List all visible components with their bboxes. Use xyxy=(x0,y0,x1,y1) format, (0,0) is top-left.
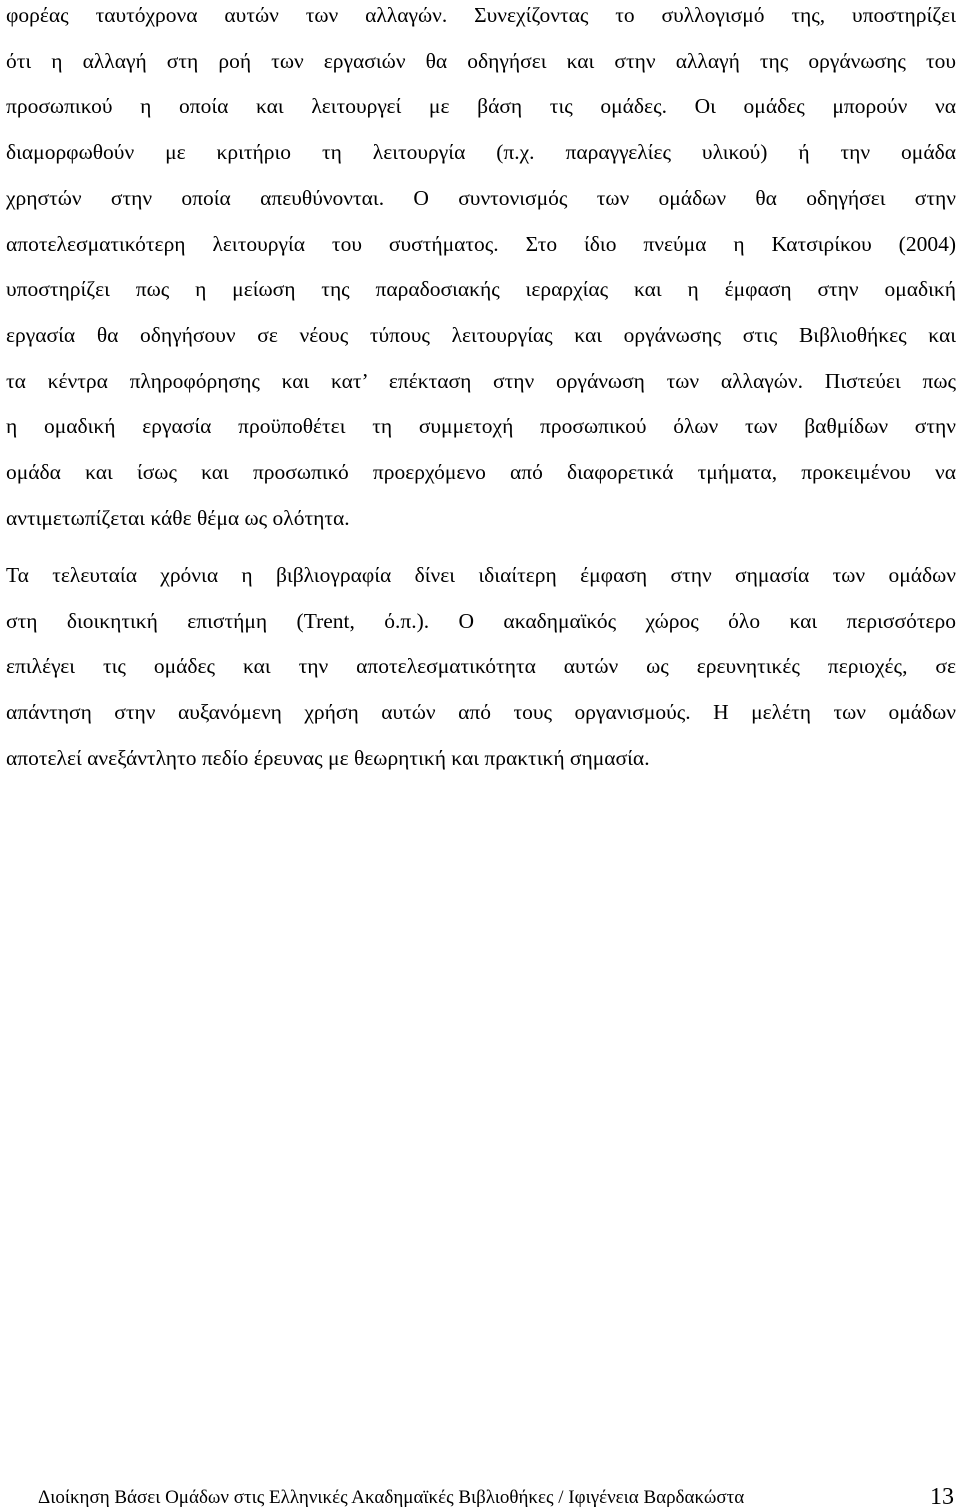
text-line: στη διοικητική επιστήμη (Trent, ό.π.). Ο ακαδημαϊκός χώρος όλο και περισσότερο xyxy=(6,608,956,633)
footer-title: Διοίκηση Βάσει Ομάδων στις Ελληνικές Ακαδημαϊκές Βιβλιοθήκες / Ιφιγένεια Βαρδακώστα xyxy=(38,1487,745,1508)
page-number: 13 xyxy=(930,1484,954,1510)
text-line: αποτελεί ανεξάντλητο πεδίο έρευνας με θεωρητική και πρακτική σημασία. xyxy=(6,745,650,770)
text-line: επιλέγει τις ομάδες και την αποτελεσματικότητα αυτών ως ερευνητικές περιοχές, σε xyxy=(6,654,956,679)
body-paragraph-2 xyxy=(6,553,956,782)
text-line: υποστηρίζει πως η μείωση της παραδοσιακής ιεραρχίας και η έμφαση στην ομαδική xyxy=(6,277,956,302)
text-line: η ομαδική εργασία προϋποθέτει τη συμμετοχή προσωπικού όλων των βαθμίδων στην xyxy=(6,414,956,439)
text-line: χρηστών στην οποία απευθύνονται. Ο συντονισμός των ομάδων θα οδηγήσει στην xyxy=(6,185,956,210)
text-line: διαμορφωθούν με κριτήριο τη λειτουργία (π.χ. παραγγελίες υλικού) ή την ομάδα xyxy=(6,140,956,165)
text-line: φορέας ταυτόχρονα αυτών των αλλαγών. Συνεχίζοντας το συλλογισμό της, υποστηρίζει xyxy=(6,3,956,27)
text-line: εργασία θα οδηγήσουν σε νέους τύπους λειτουργίας και οργάνωσης στις Βιβλιοθήκες και xyxy=(6,322,956,347)
text-line: ότι η αλλαγή στη ροή των εργασιών θα οδηγήσει και στην αλλαγή της οργάνωσης του xyxy=(6,48,956,73)
text-line: αποτελεσματικότερη λειτουργία του συστήματος. Στο ίδιο πνεύμα η Κατσιρίκου (2004) xyxy=(6,231,956,256)
text-line: Τα τελευταία χρόνια η βιβλιογραφία δίνει ιδιαίτερη έμφαση στην σημασία των ομάδων xyxy=(6,563,956,587)
text-line: ομάδα και ίσως και προσωπικό προερχόμενο από διαφορετικά τμήματα, προκειμένου να xyxy=(6,460,956,485)
text-line: τα κέντρα πληροφόρησης και κατ’ επέκταση στην οργάνωση των αλλαγών. Πιστεύει πως xyxy=(6,368,956,393)
text-line: προσωπικού η οποία και λειτουργεί με βάση τις ομάδες. Οι ομάδες μπορούν να xyxy=(6,94,956,119)
text-line: αντιμετωπίζεται κάθε θέμα ως ολότητα. xyxy=(6,505,350,530)
text-line: απάντηση στην αυξανόμενη χρήση αυτών από τους οργανισμούς. Η μελέτη των ομάδων xyxy=(6,700,956,725)
body-paragraph-1 xyxy=(6,0,956,541)
page-footer xyxy=(0,1480,960,1510)
